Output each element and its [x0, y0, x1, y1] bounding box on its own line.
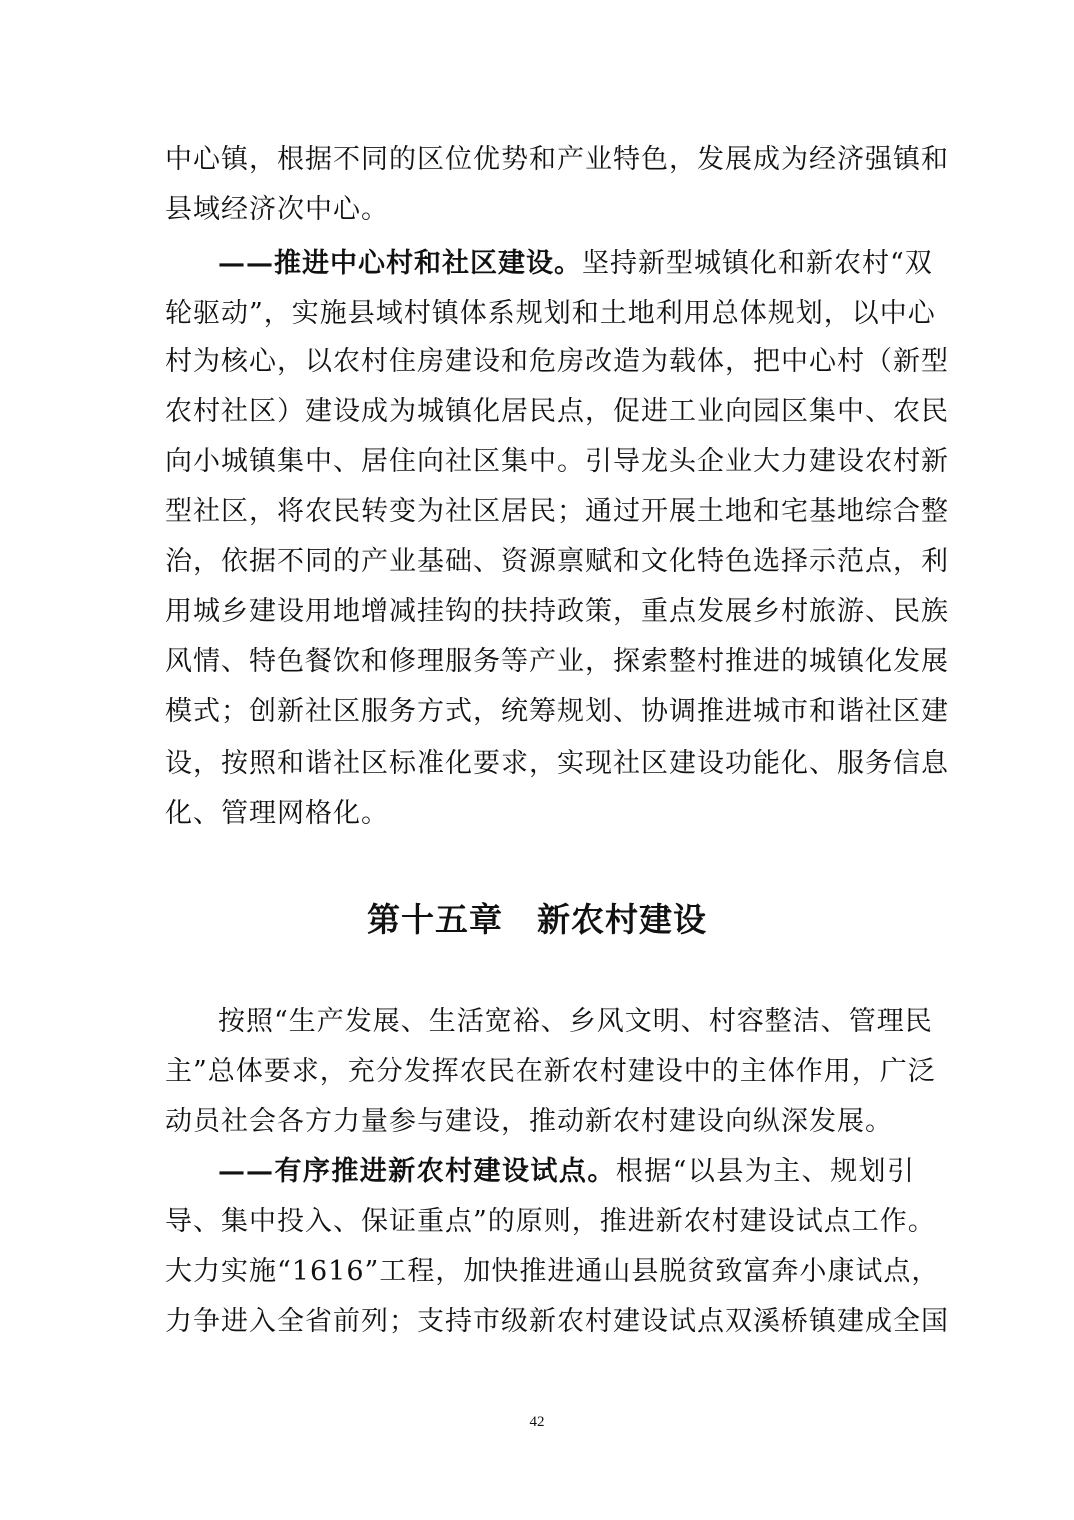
paragraph-text: 根据“以县为主、规划引 — [615, 1156, 915, 1187]
paragraph-first-line: 按照“生产发展、生活宽裕、乡风文明、村容整洁、管理民 — [218, 1006, 933, 1037]
paragraph-line: 设，按照和谐社区标准化要求，实现社区建设功能化、服务信息 — [165, 748, 949, 779]
paragraph-line: 轮驱动”，实施县域村镇体系规划和土地利用总体规划，以中心 — [165, 298, 936, 329]
paragraph-line: 村为核心，以农村住房建设和危房改造为载体，把中心村（新型 — [165, 346, 949, 377]
chapter-title: 第十五章 新农村建设 — [367, 900, 707, 939]
paragraph-line: 主”总体要求，充分发挥农民在新农村建设中的主体作用，广泛 — [165, 1056, 936, 1087]
paragraph-lead-heading: ——有序推进新农村建设试点。 — [218, 1156, 616, 1187]
paragraph-line: 大力实施“1616”工程，加快推进通山县脱贫致富奔小康试点， — [165, 1256, 940, 1287]
paragraph-line: 化、管理网格化。 — [165, 798, 389, 829]
paragraph-line: 向小城镇集中、居住向社区集中。引导龙头企业大力建设农村新 — [165, 446, 949, 477]
page-number: 42 — [529, 1414, 545, 1430]
paragraph-line: 动员社会各方力量参与建设，推动新农村建设向纵深发展。 — [165, 1106, 893, 1137]
paragraph-first-line — [218, 1150, 915, 1194]
paragraph-line: 模式；创新社区服务方式，统筹规划、协调推进城市和谐社区建 — [165, 696, 949, 727]
paragraph-line: 力争进入全省前列；支持市级新农村建设试点双溪桥镇建成全国 — [165, 1306, 949, 1337]
paragraph-line: 用城乡建设用地增减挂钩的扶持政策，重点发展乡村旅游、民族 — [165, 596, 949, 627]
paragraph-line: 治，依据不同的产业基础、资源禀赋和文化特色选择示范点，利 — [165, 546, 949, 577]
paragraph-line: 型社区，将农民转变为社区居民；通过开展土地和宅基地综合整 — [165, 496, 949, 527]
paragraph-line: 县域经济次中心。 — [165, 194, 389, 225]
paragraph-text: 坚持新型城镇化和新农村“双 — [582, 248, 933, 279]
paragraph-lead-heading: ——推进中心村和社区建设。 — [218, 248, 582, 279]
paragraph-first-line — [218, 242, 933, 286]
paragraph-line: 农村社区）建设成为城镇化居民点，促进工业向园区集中、农民 — [165, 396, 949, 427]
paragraph-line: 导、集中投入、保证重点”的原则，推进新农村建设试点工作。 — [165, 1206, 936, 1237]
paragraph-line: 中心镇，根据不同的区位优势和产业特色，发展成为经济强镇和 — [165, 144, 949, 175]
paragraph-line: 风情、特色餐饮和修理服务等产业，探索整村推进的城镇化发展 — [165, 646, 949, 677]
